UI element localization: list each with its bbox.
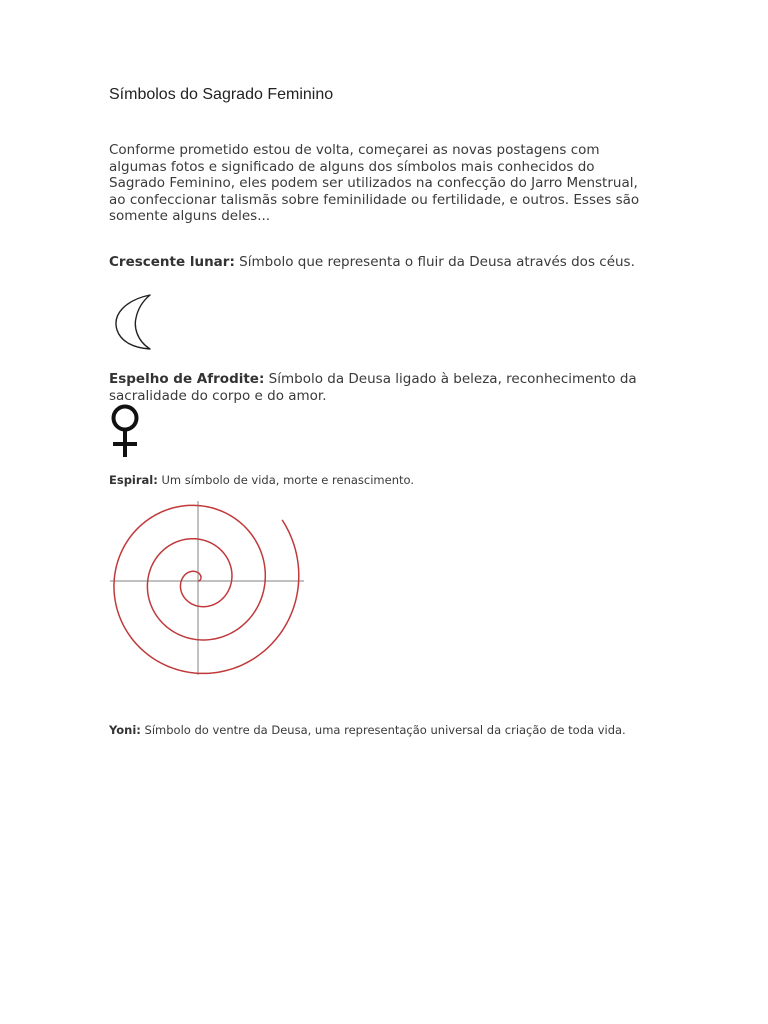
venus-mirror-icon: [108, 403, 144, 459]
section-venus-mirror: [109, 371, 669, 404]
intro-paragraph: Conforme prometido estou de volta, começarei as novas postagens com algumas fotos e significado de alguns dos símbolos mais conhecidos do Sagrado Feminino, eles podem ser utilizados na confecção do Jarro Menstrual, ao confeccionar talismãs sobre feminilidade ou fertilidade, e outros. Esses são somente alguns deles...: [109, 142, 640, 224]
spiral-icon: [106, 501, 306, 681]
section-description: Símbolo do ventre da Deusa, uma representação universal da criação de toda vida.: [140, 723, 626, 737]
section-yoni: [109, 723, 669, 737]
section-crescent: [109, 254, 669, 271]
section-spiral: [109, 473, 669, 487]
section-term: Espiral:: [109, 473, 158, 487]
section-description: Símbolo que representa o fluir da Deusa através dos céus.: [234, 254, 635, 270]
section-description: Um símbolo de vida, morte e renascimento.: [157, 473, 414, 487]
section-description: Símbolo da Deusa ligado à beleza, reconhecimento da sacralidade do corpo e do amor.: [109, 371, 637, 404]
section-term: Yoni:: [109, 723, 141, 737]
section-term: Crescente lunar:: [109, 254, 235, 270]
section-term: Espelho de Afrodite:: [109, 371, 265, 387]
spiral-curve: [114, 505, 299, 673]
crescent-moon-icon: [112, 294, 152, 354]
page-title: Símbolos do Sagrado Feminino: [109, 86, 334, 103]
